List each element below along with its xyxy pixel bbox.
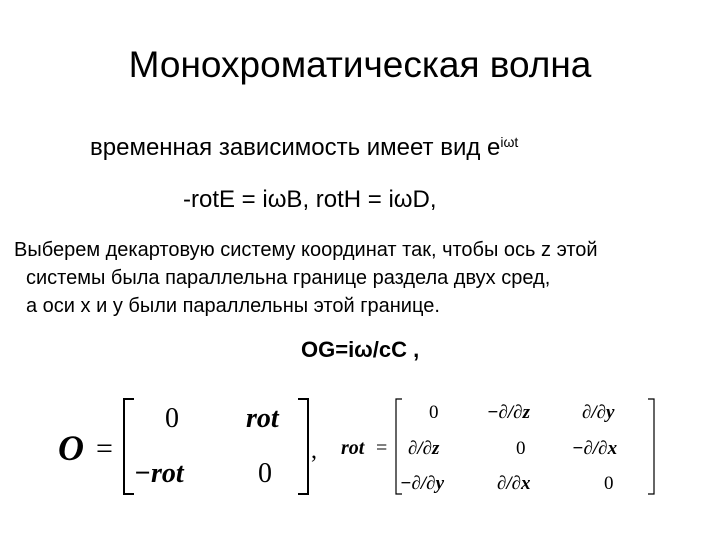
time-dependence-text: временная зависимость имеет вид e: [90, 134, 501, 161]
operator-equation: OG=iω/cC ,: [301, 337, 420, 362]
matrix-o-left-bracket: [124, 399, 134, 494]
maxwell-equations: -rotE = iωB, rotH = iωD,: [183, 186, 437, 213]
matrix-o-cell-1-0: −rot: [134, 458, 184, 489]
matrix-rot-equals: =: [376, 437, 388, 459]
time-dependence-line: [90, 134, 518, 162]
matrix-o-comma: ,: [311, 438, 317, 464]
paragraph-line-1: Выберем декартовую систему координат так, чтобы ось z этой: [14, 239, 598, 261]
matrix-rot-cell-0-1: −∂/∂z: [487, 402, 530, 423]
matrix-rot-cell-2-2: 0: [604, 473, 614, 494]
matrix-svg: [0, 380, 720, 540]
matrix-rot-cell-2-1: ∂/∂x: [497, 473, 531, 494]
coordinate-paragraph: [14, 236, 598, 320]
time-dependence-exponent: iωt: [500, 134, 519, 150]
matrix-rot-lhs: rot: [341, 437, 365, 459]
matrix-o-cell-0-0: 0: [165, 403, 179, 434]
matrix-o-equals: =: [96, 432, 113, 465]
matrix-rot-cell-0-2: ∂/∂y: [582, 402, 615, 423]
matrix-rot-cell-2-0: −∂/∂y: [400, 473, 445, 494]
matrix-rot-cell-0-0: 0: [429, 402, 439, 423]
matrix-o-lhs: O: [58, 428, 84, 468]
paragraph-line-2: системы была параллельна границе раздела двух сред,: [26, 267, 551, 289]
matrix-o-cell-0-1: rot: [246, 403, 279, 434]
matrix-rot-cell-1-2: −∂/∂x: [572, 438, 618, 459]
page-title: Монохроматическая волна: [128, 44, 592, 85]
matrix-rot-cell-1-0: ∂/∂z: [408, 438, 440, 459]
paragraph-line-3: а оси x и y были параллельны этой границе.: [26, 295, 440, 317]
matrix-rot-cell-1-1: 0: [516, 438, 526, 459]
matrix-o-right-bracket: [298, 399, 308, 494]
matrix-o-cell-1-1: 0: [258, 458, 272, 489]
matrix-rot-right-bracket: [648, 399, 654, 494]
matrix-equations: [0, 380, 720, 540]
